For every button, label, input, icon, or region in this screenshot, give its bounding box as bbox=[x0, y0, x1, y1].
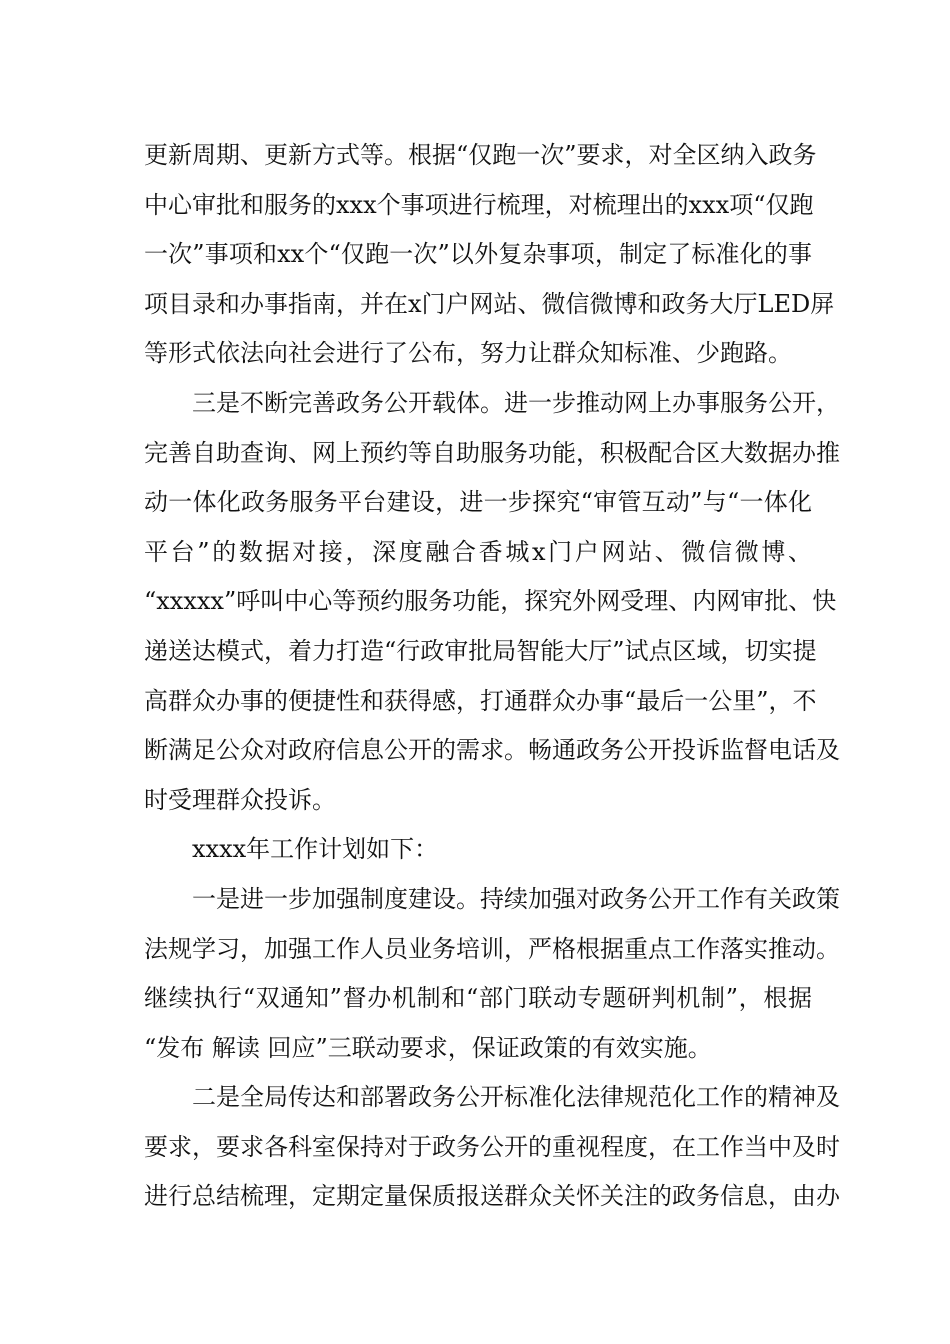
text-line: 平台”的数据对接，深度融合香城x门户网站、微信微博、 bbox=[144, 537, 812, 566]
paragraph-first-line: 二是全局传达和部署政务公开标准化法律规范化工作的精神及 bbox=[192, 1083, 840, 1112]
text-line: 等形式依法向社会进行了公布，努力让群众知标准、少跑路。 bbox=[144, 339, 792, 368]
text-line: 继续执行“双通知”督办机制和“部门联动专题研判机制”，根据 bbox=[144, 984, 812, 1013]
text-line: 时受理群众投诉。 bbox=[144, 785, 336, 814]
text-line: 法规学习，加强工作人员业务培训，严格根据重点工作落实推动。 bbox=[144, 934, 840, 963]
text-line: 递送达模式，着力打造“行政审批局智能大厅”试点区域，切实提 bbox=[144, 636, 817, 665]
text-line: 断满足公众对政府信息公开的需求。畅通政务公开投诉监督电话及 bbox=[144, 736, 840, 765]
text-line: 一次”事项和xx个“仅跑一次”以外复杂事项，制定了标准化的事 bbox=[144, 240, 812, 269]
text-line: 完善自助查询、网上预约等自助服务功能，积极配合区大数据办推 bbox=[144, 438, 840, 467]
text-line: 进行总结梳理，定期定量保质报送群众关怀关注的政务信息，由办 bbox=[144, 1182, 840, 1211]
text-line: 动一体化政务服务平台建设，进一步探究“审管互动”与“一体化 bbox=[144, 488, 812, 517]
text-line: 中心审批和服务的xxx个事项进行梳理，对梳理出的xxx项“仅跑 bbox=[144, 190, 814, 219]
text-line: “发布 解读 回应”三联动要求，保证政策的有效实施。 bbox=[144, 1033, 712, 1062]
text-line: 项目录和办事指南，并在x门户网站、微信微博和政务大厅LED屏 bbox=[144, 289, 835, 318]
document-body bbox=[144, 131, 840, 1222]
section-heading: xxxx年工作计划如下： bbox=[192, 835, 439, 864]
text-line: “xxxxx”呼叫中心等预约服务功能，探究外网受理、内网审批、快 bbox=[144, 587, 837, 616]
paragraph-first-line: 三是不断完善政务公开载体。进一步推动网上办事服务公开， bbox=[192, 388, 840, 417]
text-line: 更新周期、更新方式等。根据“仅跑一次”要求，对全区纳入政务 bbox=[144, 141, 817, 169]
text-line: 高群众办事的便捷性和获得感，打通群众办事“最后一公里”，不 bbox=[144, 686, 817, 715]
paragraph-first-line: 一是进一步加强制度建设。持续加强对政务公开工作有关政策 bbox=[192, 884, 840, 913]
text-line: 要求，要求各科室保持对于政务公开的重视程度，在工作当中及时 bbox=[144, 1132, 840, 1161]
